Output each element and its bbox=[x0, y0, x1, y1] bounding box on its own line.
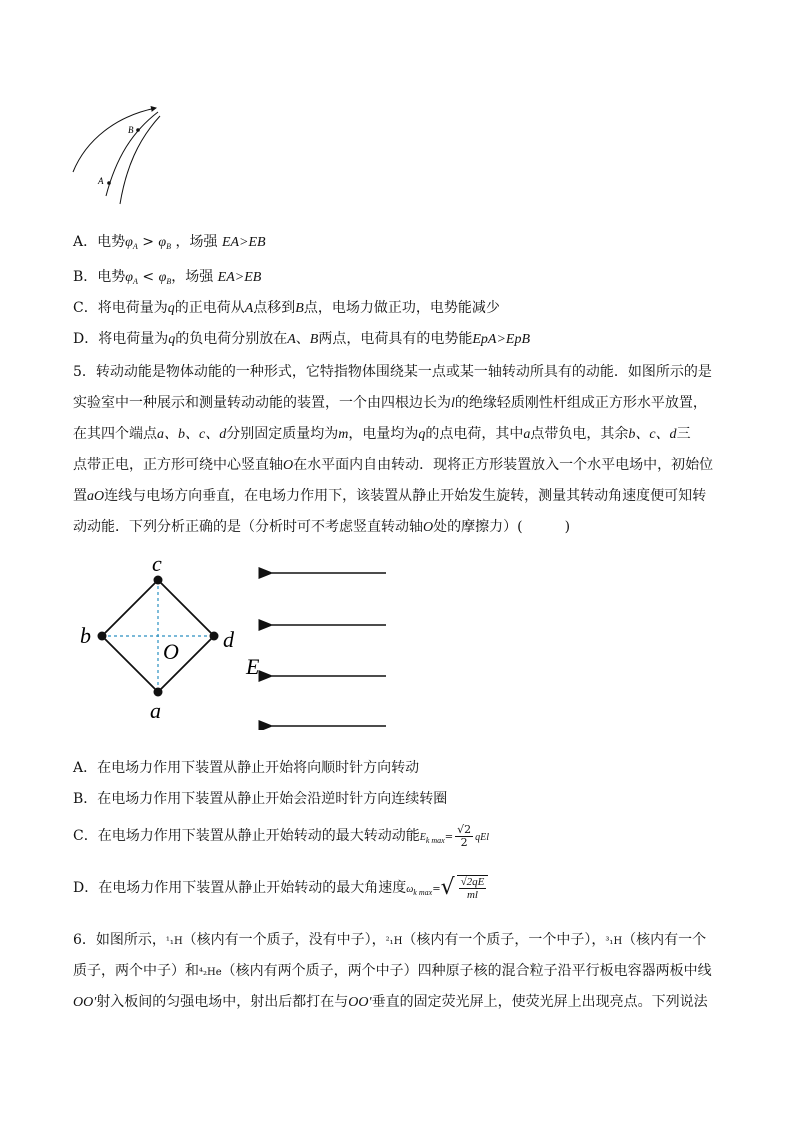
q5-l3-d: 的点电荷，其中 bbox=[425, 426, 524, 442]
q5-c-eq: = bbox=[444, 832, 454, 843]
q5-line-4 bbox=[73, 456, 713, 475]
q5-c-sub: k max bbox=[425, 836, 445, 845]
q6-l3-d: 垂直的固定荧光屏上，使荧光屏上出现亮点。下列说法 bbox=[371, 994, 708, 1010]
q6-l3-c: OO′ bbox=[348, 995, 372, 1010]
label-b: B bbox=[128, 125, 134, 135]
point-a bbox=[107, 181, 111, 185]
q6-h2: ²₁H bbox=[385, 936, 403, 947]
sub-a: A bbox=[132, 242, 138, 251]
label-d: d bbox=[223, 627, 234, 652]
charge-c bbox=[154, 576, 163, 585]
charge-a bbox=[154, 688, 163, 697]
q4-c-p2: 的正电荷从 bbox=[174, 300, 245, 316]
label-b: b bbox=[80, 623, 91, 648]
charge-d bbox=[210, 632, 219, 641]
q4-d-b: B bbox=[309, 332, 319, 347]
gt-sign: > bbox=[137, 234, 159, 250]
q5-c-tail: qEl bbox=[475, 832, 490, 843]
q6-l2-b: （核内有两个质子，两个中子）四种原子核的混合粒子沿平行板电容器两板中线 bbox=[221, 963, 712, 979]
q4-b-mid: ，场强 bbox=[171, 269, 214, 285]
q5-l3-e: 点带负电，其余 bbox=[530, 426, 629, 442]
q4-d-p1: D．将电荷量为 bbox=[73, 331, 169, 347]
q5-c-den: 2 bbox=[460, 835, 468, 849]
q6-l1-b: （核内有一个质子，没有中子）， bbox=[182, 932, 386, 948]
phi-symbol: φ bbox=[158, 270, 167, 285]
q5-l3-v2: b、c、d bbox=[628, 427, 677, 442]
q6-he: ⁴₂He bbox=[199, 967, 222, 978]
q5-c-text: C．在电场力作用下装置从静止开始转动的最大转动动能 bbox=[73, 828, 420, 844]
q4-c-b: B bbox=[295, 301, 304, 316]
q5-option-c bbox=[73, 820, 489, 857]
q4-c-a: A bbox=[244, 301, 254, 316]
q5-l3-c: ，电量均为 bbox=[348, 426, 419, 442]
q5-line-6 bbox=[73, 518, 570, 537]
label-e: E bbox=[246, 654, 260, 679]
q6-l3-b: 射入板间的匀强电场中，射出后都打在与 bbox=[96, 994, 349, 1010]
q5-c-num: √2 bbox=[457, 822, 472, 836]
q5-option-b: B．在电场力作用下装置从静止开始会沿逆时针方向连续转圈 bbox=[73, 791, 448, 807]
q4-option-d bbox=[73, 330, 530, 349]
q5-d-num: √2qE bbox=[460, 876, 485, 888]
q5-l2-l: l bbox=[451, 396, 455, 411]
q5-l4-b: 在水平面内自由转动．现将正方形装置放入一个水平电场中，初始位 bbox=[293, 457, 714, 473]
q5-l5-ao: aO bbox=[87, 489, 105, 504]
q6-line-3 bbox=[73, 993, 708, 1012]
q5-l3-a2: a bbox=[523, 427, 531, 442]
q5-l6-o: O bbox=[423, 520, 434, 535]
q5-line-3 bbox=[73, 425, 691, 444]
field-line-left bbox=[73, 108, 156, 172]
q5-l6-b: 处的摩擦力）( ) bbox=[433, 519, 571, 535]
q5-line-1: 5．转动动能是物体动能的一种形式，它特指物体围绕某一点或某一轴转动所具有的动能．如图所示的是 bbox=[73, 364, 712, 380]
q5-l3-q: q bbox=[418, 427, 426, 442]
q5-l3-v: a、b、c、d bbox=[157, 427, 227, 442]
q5-d-text: D．在电场力作用下装置从静止开始转动的最大角速度 bbox=[73, 880, 407, 896]
q4-option-c bbox=[73, 299, 500, 318]
phi-symbol: φ bbox=[125, 235, 133, 250]
sqrt-sign: √ bbox=[440, 875, 455, 900]
q5-l6-a: 动动能．下列分析正确的是（分析时可不考虑竖直转动轴 bbox=[73, 519, 423, 535]
q4-d-p2: 的负电荷分别放在 bbox=[175, 331, 288, 347]
q5-option-d bbox=[73, 870, 490, 911]
label-o: O bbox=[163, 639, 179, 664]
charge-b bbox=[98, 632, 107, 641]
q5-l4-o: O bbox=[283, 458, 294, 473]
q5-l5-a: 置 bbox=[73, 488, 87, 504]
q5-l5-b: 连线与电场方向垂直，在电场力作用下，该装置从静止开始发生旋转，测量其转动角速度便可知转 bbox=[104, 488, 707, 504]
q5-d-sub: k max bbox=[413, 888, 433, 897]
q5-d-den: ml bbox=[466, 889, 478, 901]
label-c: c bbox=[152, 552, 162, 576]
q4-c-p1: C．将电荷量为 bbox=[73, 300, 168, 316]
q4-a-mid: ，场强 bbox=[175, 234, 218, 250]
q4-c-p4: 点，电场力做正功，电势能减少 bbox=[303, 300, 500, 316]
q5-d-fraction bbox=[457, 875, 489, 901]
q5-l2-a: 实验室中一种展示和测量转动动能的装置，一个由四根边长为 bbox=[73, 395, 451, 411]
q6-h3: ³₁H bbox=[605, 936, 623, 947]
q5-d-eq: = bbox=[432, 884, 441, 895]
q6-l1-d: （核内有一个 bbox=[622, 932, 707, 948]
q5-l3-f: 三 bbox=[676, 426, 691, 442]
q4-option-a bbox=[73, 233, 266, 256]
q6-l3-a: OO′ bbox=[73, 995, 97, 1010]
q5-d-w: ω bbox=[406, 884, 414, 895]
phi-symbol: φ bbox=[158, 235, 167, 250]
q6-l2-a: 质子，两个中子）和 bbox=[73, 963, 199, 979]
q5-option-a: A．在电场力作用下装置从静止开始将向顺时针方向转动 bbox=[73, 760, 420, 776]
q4-d-energy: EpA>EpB bbox=[472, 332, 531, 347]
q4-a-field: EA>EB bbox=[221, 235, 266, 250]
q5-l3-m: m bbox=[338, 427, 349, 442]
q4-d-sep: 、 bbox=[295, 331, 310, 347]
q5-l4-a: 点带正电，正方形可绕中心竖直轴 bbox=[73, 457, 283, 473]
q4-a-prefix: A．电势 bbox=[73, 234, 126, 250]
q4-d-p3: 两点，电荷具有的电势能 bbox=[318, 331, 473, 347]
q5-l3-b: 分别固定质量均为 bbox=[226, 426, 339, 442]
q5-line-5 bbox=[73, 487, 706, 506]
label-a: a bbox=[150, 698, 161, 723]
q4-c-q: q bbox=[167, 301, 175, 316]
phi-symbol: φ bbox=[125, 270, 134, 285]
q5-line-2 bbox=[73, 394, 707, 413]
square-field-figure bbox=[72, 552, 402, 730]
label-a: A bbox=[98, 176, 104, 186]
field-lines-figure bbox=[68, 100, 168, 212]
q4-c-p3: 点移到 bbox=[253, 300, 296, 316]
q6-l1-c: （核内有一个质子，一个中子）， bbox=[402, 932, 606, 948]
q6-line-1 bbox=[73, 931, 706, 951]
q4-b-field: EA>EB bbox=[217, 270, 262, 285]
q5-c-fraction bbox=[455, 824, 473, 849]
q4-d-a: A bbox=[287, 332, 296, 347]
q4-d-q: q bbox=[168, 332, 176, 347]
q6-line-2 bbox=[73, 962, 712, 982]
q4-option-b bbox=[73, 268, 261, 291]
point-b bbox=[136, 128, 140, 132]
q6-l1-a: 6．如图所示， bbox=[73, 932, 166, 948]
sub-b: B bbox=[166, 242, 172, 251]
q5-c-e: E bbox=[419, 832, 426, 843]
sub-a: A bbox=[133, 277, 138, 286]
q6-h1: ¹₁H bbox=[165, 936, 183, 947]
q5-l2-b: 的绝缘轻质刚性杆组成正方形水平放置， bbox=[454, 395, 707, 411]
lt-sign: < bbox=[137, 269, 159, 285]
q5-l3-a: 在其四个端点 bbox=[73, 426, 157, 442]
sub-b: B bbox=[166, 277, 172, 286]
q4-b-prefix: B．电势 bbox=[73, 269, 126, 285]
